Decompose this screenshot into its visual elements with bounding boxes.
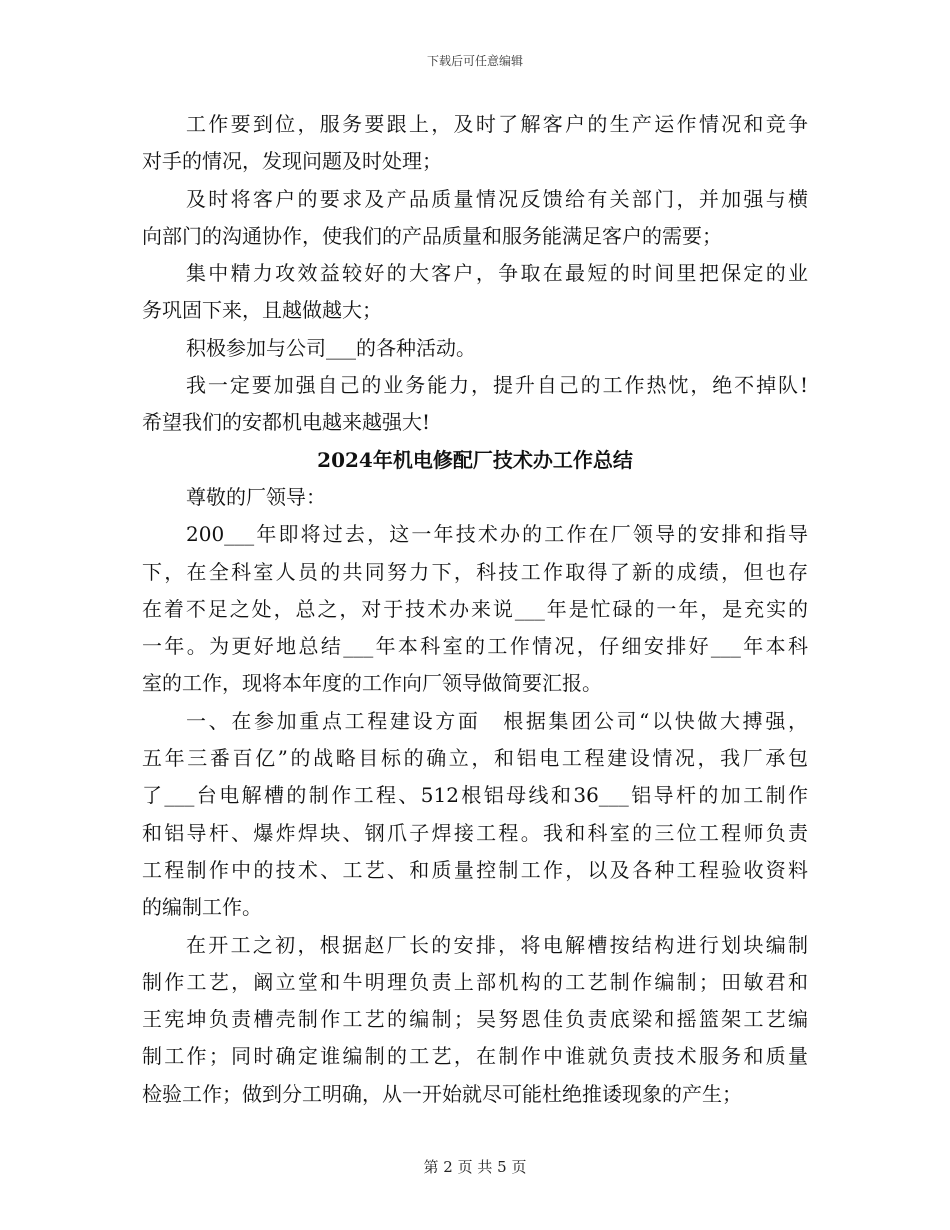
text-line: 检验工作；做到分工明确，从一开始就尽可能杜绝推诿现象的产生； — [142, 1081, 742, 1106]
text-line: 积极参加与公司___的各种活动。 — [186, 335, 476, 360]
text-line: 200___年即将过去，这一年技术办的工作在厂领导的安排和指导 — [186, 522, 808, 547]
text-line: 在开工之初，根据赵厂长的安排，将电解槽按结构进行划块编制 — [186, 932, 808, 957]
text-line: 及时将客户的要求及产品质量情况反馈给有关部门，并加强与横 — [186, 186, 808, 211]
text-line: 尊敬的厂领导： — [186, 484, 326, 509]
text-line: 工作要到位，服务要跟上，及时了解客户的生产运作情况和竞争 — [186, 112, 808, 136]
text-line: 一、在参加重点工程建设方面 根据集团公司“以快做大搏强， — [186, 708, 808, 733]
text-line: 希望我们的安都机电越来越强大! — [142, 410, 431, 435]
text-line: 我一定要加强自己的业务能力，提升自己的工作热忱，绝不掉队! — [186, 373, 808, 398]
text-line: 向部门的沟通协作，使我们的产品质量和服务能满足客户的需要； — [142, 223, 722, 248]
text-line: 五年三番百亿”的战略目标的确立，和铝电工程建设情况，我厂承包 — [142, 746, 808, 771]
text-line: 王宪坤负责槽壳制作工艺的编制；吴努恩佳负责底梁和摇篮架工艺编 — [142, 1007, 808, 1032]
text-line: 在着不足之处，总之，对于技术办来说___年是忙碌的一年，是充实的 — [142, 596, 808, 621]
text-line: 和铝导杆、爆炸焊块、钢爪子焊接工程。我和科室的三位工程师负责 — [142, 820, 808, 845]
text-line: 下，在全科室人员的共同努力下，科技工作取得了新的成绩，但也存 — [142, 559, 808, 584]
page-number: 第 2 页 共 5 页 — [423, 1158, 527, 1176]
text-line: 室的工作，现将本年度的工作向厂领导做简要汇报。 — [142, 671, 602, 696]
text-line: 对手的情况，发现问题及时处理； — [142, 149, 442, 174]
text-line: 制作工艺，阚立堂和牛明理负责上部机构的工艺制作编制；田敏君和 — [142, 969, 808, 994]
text-line: 工程制作中的技术、工艺、和质量控制工作，以及各种工程验收资料 — [142, 857, 808, 882]
page-header: 下载后可任意编辑 — [426, 54, 523, 68]
text-line: 务巩固下来，且越做越大； — [142, 298, 382, 323]
text-line: 了___台电解槽的制作工程、512根铝母线和36___铝导杆的加工制作 — [142, 783, 808, 808]
section-title: 2024年机电修配厂技术办工作总结 — [317, 447, 633, 472]
text-line: 集中精力攻效益较好的大客户，争取在最短的时间里把保定的业 — [186, 261, 808, 286]
text-line: 一年。为更好地总结___年本科室的工作情况，仔细安排好___年本科 — [142, 634, 808, 659]
document-body — [142, 106, 808, 1113]
text-line: 制工作；同时确定谁编制的工艺，在制作中谁就负责技术服务和质量 — [142, 1044, 808, 1069]
text-line: 的编制工作。 — [142, 895, 262, 920]
